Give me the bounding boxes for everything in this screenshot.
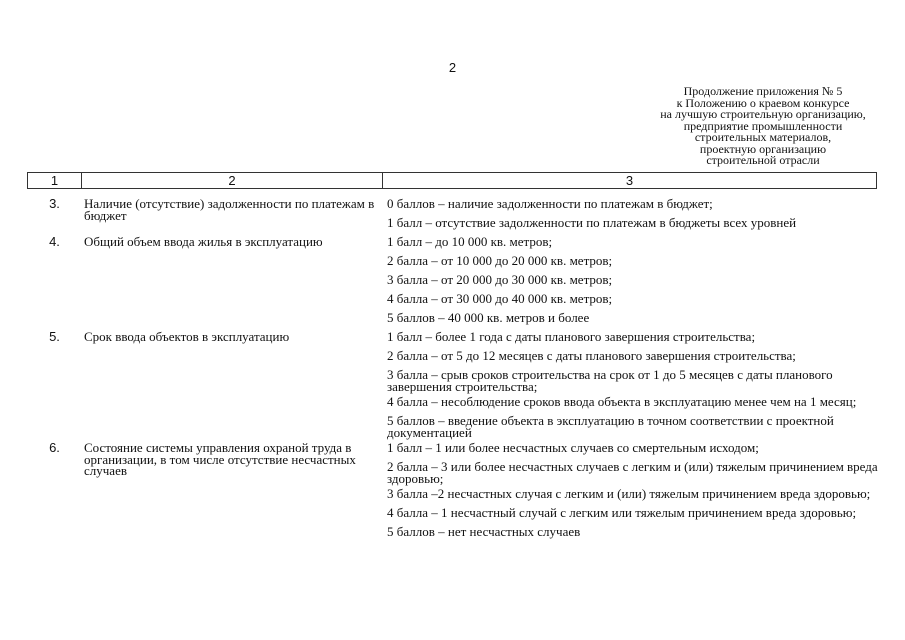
criteria-table [27, 195, 887, 542]
score-list [384, 195, 887, 233]
table-row [27, 328, 887, 439]
annex-line: Продолжение приложения № 5 [683, 84, 843, 98]
score-list [384, 328, 887, 439]
score-item: 4 балла – от 30 000 до 40 000 кв. метров; [387, 291, 613, 306]
score-item: 2 балла – от 5 до 12 месяцев с даты планового завершения строительства; [387, 348, 796, 363]
annex-header [628, 86, 898, 167]
score-item: 3 балла – от 20 000 до 30 000 кв. метров; [387, 272, 613, 287]
score-item: 3 балла – срыв сроков строительства на срок от 1 до 5 месяцев с даты планового завершения строительства; [387, 367, 833, 394]
score-list [384, 439, 887, 542]
table-row [27, 439, 887, 542]
score-item: 3 балла –2 несчастных случая с легким и (или) тяжелым причинением вреда здоровью; [387, 486, 871, 501]
column-number-2: 2 [82, 173, 383, 189]
row-number: 3. [49, 196, 60, 211]
score-item: 1 балл – 1 или более несчастных случаев со смертельным исходом; [387, 440, 759, 455]
score-item: 2 балла – 3 или более несчастных случаев с легким и (или) тяжелым причинением вреда здоровью; [387, 459, 878, 486]
annex-line: проектную организацию [699, 141, 827, 156]
table-row [27, 195, 887, 233]
score-list [384, 233, 887, 328]
row-number: 6. [49, 440, 60, 455]
score-item: 4 балла – 1 несчастный случай с легким или тяжелым причинением вреда здоровью; [387, 505, 857, 520]
criterion-text: Общий объем ввода жилья в эксплуатацию [84, 234, 323, 249]
row-number: 4. [49, 234, 60, 249]
column-number-header [27, 172, 877, 189]
annex-line: строительной отрасли [706, 153, 820, 167]
annex-line: строительных материалов, [694, 130, 832, 144]
score-item: 2 балла – от 10 000 до 20 000 кв. метров; [387, 253, 613, 268]
annex-line: на лучшую строительную организацию, [660, 107, 866, 121]
column-number-1: 1 [28, 173, 82, 189]
table-row [27, 233, 887, 328]
page-number: 2 [448, 60, 457, 75]
column-number-3: 3 [383, 173, 877, 189]
score-item: 1 балл – до 10 000 кв. метров; [387, 234, 553, 249]
criterion-text: Срок ввода объектов в эксплуатацию [84, 329, 290, 344]
row-number: 5. [49, 329, 60, 344]
score-item: 1 балл – более 1 года с даты планового завершения строительства; [387, 329, 756, 344]
score-item: 5 баллов – введение объекта в эксплуатацию в точном соответствии с проектной документацией [387, 413, 834, 440]
criterion-text: Наличие (отсутствие) задолженности по платежам в бюджет [84, 196, 375, 223]
score-item: 1 балл – отсутствие задолженности по платежам в бюджеты всех уровней [387, 215, 797, 230]
annex-line: предприятие промышленности [683, 118, 843, 133]
score-item: 4 балла – несоблюдение сроков ввода объекта в эксплуатацию менее чем на 1 месяц; [387, 394, 857, 409]
score-item: 5 баллов – нет несчастных случаев [387, 524, 581, 539]
score-item: 0 баллов – наличие задолженности по платежам в бюджет; [387, 196, 713, 211]
annex-line: к Положению о краевом конкурсе [676, 95, 850, 110]
criterion-text: Состояние системы управления охраной труда в организации, в том числе отсутствие несчастных случаев [84, 440, 356, 478]
score-item: 5 баллов – 40 000 кв. метров и более [387, 310, 590, 325]
